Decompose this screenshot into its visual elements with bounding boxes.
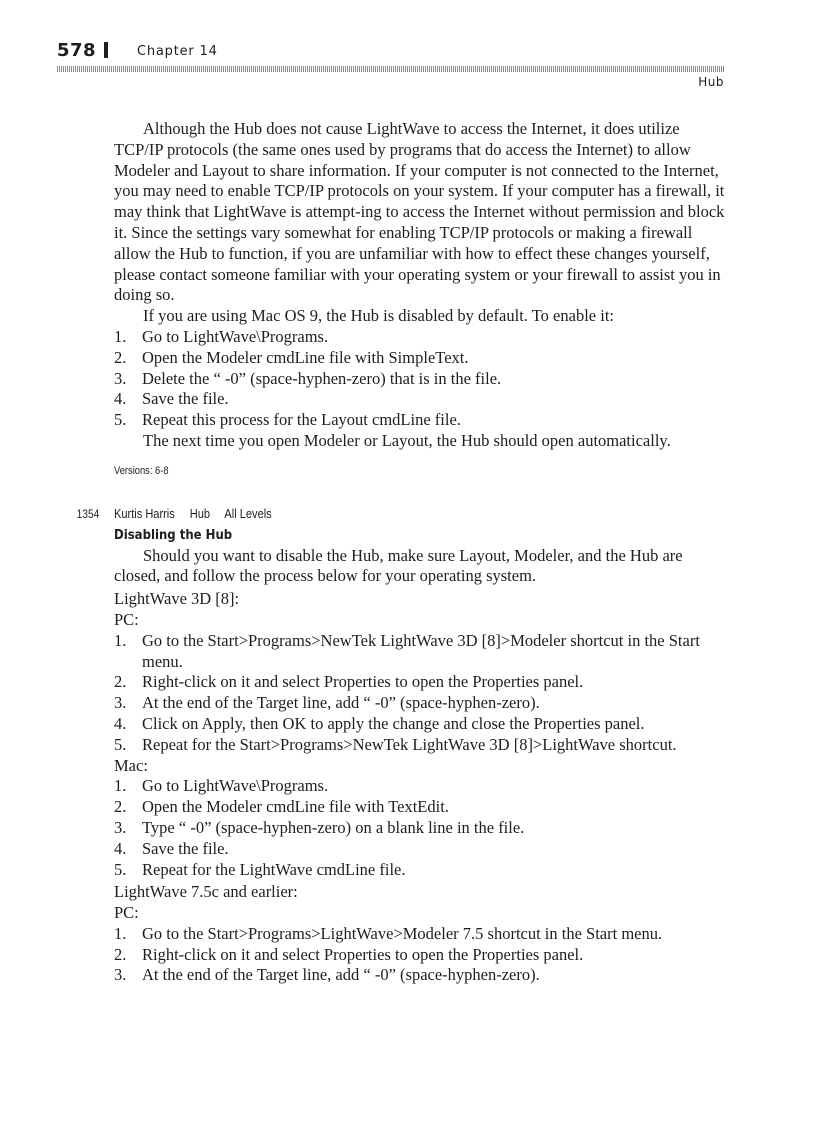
paragraph-tcpip: Although the Hub does not cause LightWave to access the Internet, it does utilize TCP/IP protocols (the same ones used by programs that do access the Internet) to allow Modeler and Layout to share information. If your computer is not connected to the Internet, you may need to enable TCP/IP protocols on your system. If your computer has a firewall, it may think that LightWave is attempt-ing to access the Internet without permission and block it. Since the settings vary somewhat for enabling TCP/IP protocols or making a firewall allow the Hub to function, if you are unfamiliar with how to effect these changes yourself, please contact someone familiar with your operating system or your firewall to assist you in doing so. <box>114 119 725 305</box>
header-divider <box>104 42 108 58</box>
lw75-pc-steps <box>114 924 726 986</box>
list-item: 2. Open the Modeler cmdLine file with TextEdit. <box>114 797 449 817</box>
tip-number: 1354 <box>76 506 100 521</box>
page-body <box>76 119 726 986</box>
list-item: 3. At the end of the Target line, add “ -0” (space-hyphen-zero). <box>114 965 540 985</box>
list-item: 4. Click on Apply, then OK to apply the change and close the Properties panel. <box>114 713 645 733</box>
tip-level: All Levels <box>224 505 272 521</box>
list-item: 1. Go to the Start>Programs>LightWave>Modeler 7.5 shortcut in the Start menu. <box>114 923 663 943</box>
lw8-label: LightWave 3D [8]: <box>114 589 240 609</box>
list-item: 5. Repeat this process for the Layout cmdLine file. <box>114 410 461 430</box>
chapter-label: Chapter 14 <box>137 44 218 59</box>
paragraph-macos9: If you are using Mac OS 9, the Hub is disabled by default. To enable it: <box>143 306 614 326</box>
list-item: 2. Right-click on it and select Properties to open the Properties panel. <box>114 672 584 692</box>
macos9-steps <box>114 327 726 431</box>
list-item: 4. Save the file. <box>114 389 229 409</box>
section-name: Hub <box>698 75 724 89</box>
list-item: 3. Delete the “ -0” (space-hyphen-zero) that is in the file. <box>114 368 502 388</box>
paragraph-intro: Should you want to disable the Hub, make sure Layout, Modeler, and the Hub are closed, and follow the process below for your operating system. <box>114 545 683 586</box>
lw8-pc-steps <box>114 631 726 756</box>
list-item: 2. Open the Modeler cmdLine file with SimpleText. <box>114 347 469 367</box>
list-item: 1. Go to the Start>Programs>NewTek LightWave 3D [8]>Modeler shortcut in the Start menu. <box>114 630 700 671</box>
list-item: 5. Repeat for the LightWave cmdLine file. <box>114 859 406 879</box>
list-item: 3. At the end of the Target line, add “ -0” (space-hyphen-zero). <box>114 693 540 713</box>
tip-heading: Disabling the Hub <box>114 527 233 543</box>
versions-note: Versions: 6-8 <box>114 464 169 477</box>
lw8-mac-steps <box>114 776 726 880</box>
lw75-pc-label: PC: <box>114 903 139 923</box>
lw8-pc-label: PC: <box>114 609 139 629</box>
list-item: 3. Type “ -0” (space-hyphen-zero) on a blank line in the file. <box>114 817 525 837</box>
list-item: 4. Save the file. <box>114 838 229 858</box>
lw75-label: LightWave 7.5c and earlier: <box>114 882 298 902</box>
list-item: 5. Repeat for the Start>Programs>NewTek LightWave 3D [8]>LightWave shortcut. <box>114 734 677 754</box>
tip-author: Kurtis Harris <box>114 505 175 521</box>
running-header <box>57 40 725 62</box>
tip-topic: Hub <box>189 505 211 521</box>
page-number: 578 <box>57 40 97 61</box>
list-item: 1. Go to LightWave\Programs. <box>114 776 329 796</box>
paragraph-closing: The next time you open Modeler or Layout, the Hub should open automatically. <box>143 430 671 450</box>
list-item: 1. Go to LightWave\Programs. <box>114 326 329 346</box>
lw8-mac-label: Mac: <box>114 755 148 775</box>
tip-header <box>76 504 634 524</box>
header-rule <box>57 66 725 72</box>
list-item: 2. Right-click on it and select Properties to open the Properties panel. <box>114 944 584 964</box>
